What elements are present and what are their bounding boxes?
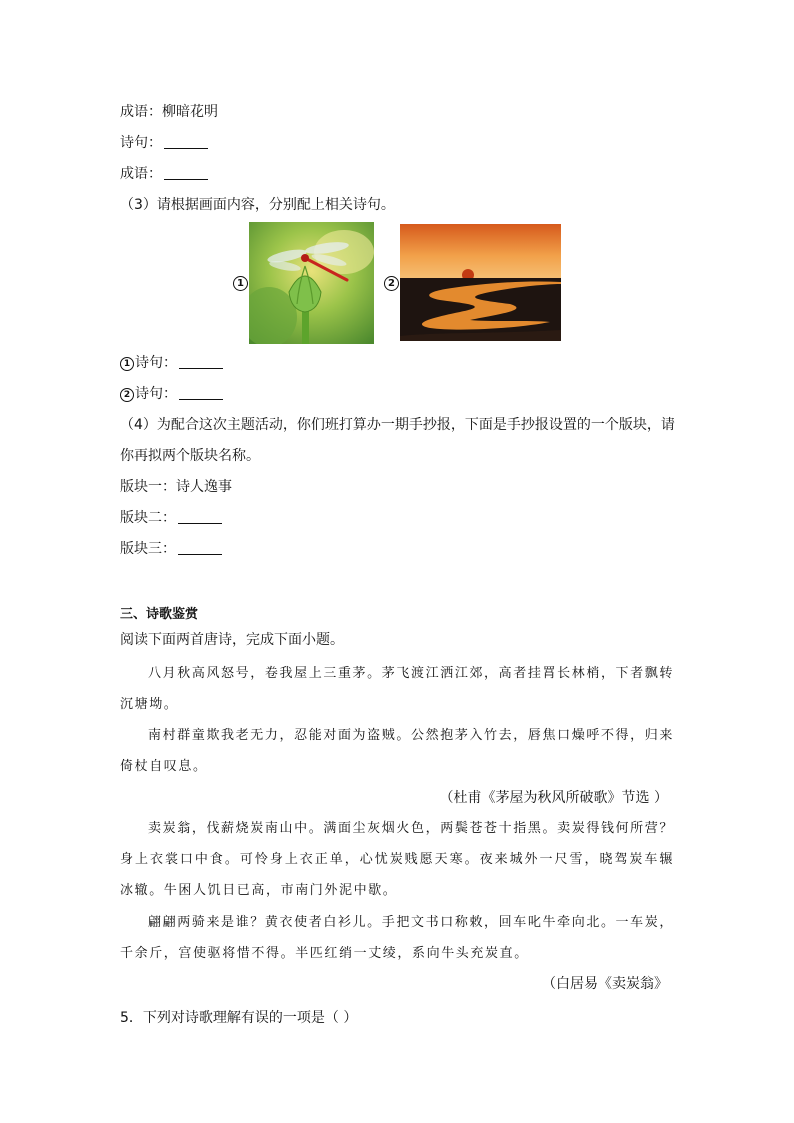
poem-1-source: （杜甫《茅屋为秋风所破歌》节选 ）	[439, 790, 668, 806]
idiom-line-2	[120, 164, 208, 184]
answer-blank[interactable]	[178, 509, 222, 524]
answer-2-label: 诗句：	[135, 386, 177, 402]
circled-number-2: 2	[120, 388, 134, 402]
picture-marker-2: 2	[384, 276, 399, 291]
river-sunset-image	[400, 224, 561, 341]
answer-blank[interactable]	[179, 385, 223, 400]
q3-instruction: （3）请根据画面内容，分别配上相关诗句。	[120, 197, 395, 213]
poem-2-paragraph-1: 卖炭翁，伐薪烧炭南山中。满面尘灰烟火色，两鬓苍苍十指黑。卖炭得钱何所营？身上衣裳口中食。可怜身上衣正单，心忧炭贱愿天寒。夜来城外一尺雪，晓驾炭车辗冰辙。牛困人饥日已高，市南门外泥中歇。	[120, 821, 674, 898]
poem-1-paragraph-1: 八月秋高风怒号，卷我屋上三重茅。茅飞渡江洒江郊，高者挂罥长林梢，下者飘转沉塘坳。	[120, 666, 674, 712]
idiom-value: 柳暗花明	[162, 104, 218, 120]
poem-2-source: （白居易《卖炭翁》	[542, 976, 668, 992]
poem-2-paragraph-2: 翩翩两骑来是谁？黄衣使者白衫儿。手把文书口称敕，回车叱牛牵向北。一车炭，千余斤，宫使驱将惜不得。半匹红绡一丈绫，系向牛头充炭直。	[120, 915, 674, 961]
q4-instruction-line2: 你再拟两个版块名称。	[120, 448, 260, 464]
block-3-label: 版块三：	[120, 541, 176, 557]
block-1-label: 版块一：	[120, 479, 176, 495]
q3-answer-2	[120, 384, 223, 404]
dragonfly-lotus-illustration	[249, 222, 374, 344]
idiom-line-1	[120, 102, 218, 122]
answer-blank[interactable]	[164, 134, 208, 149]
q3-answer-1	[120, 353, 223, 373]
question-5: 5．下列对诗歌理解有误的一项是（ ）	[120, 1010, 358, 1026]
answer-blank[interactable]	[179, 354, 223, 369]
answer-blank[interactable]	[164, 165, 208, 180]
section-heading: 三、诗歌鉴赏	[120, 607, 199, 622]
idiom-label-2: 成语：	[120, 166, 162, 182]
block-3-line	[120, 539, 222, 559]
poem-line-answer	[120, 133, 208, 153]
poem-line-label: 诗句：	[120, 135, 162, 151]
section-instruction: 阅读下面两首唐诗，完成下面小题。	[120, 632, 344, 648]
circled-number-1: 1	[120, 357, 134, 371]
block-2-label: 版块二：	[120, 510, 176, 526]
dragonfly-lotus-image	[249, 222, 374, 344]
block-1-value: 诗人逸事	[176, 479, 232, 495]
block-2-line	[120, 508, 222, 528]
answer-1-label: 诗句：	[135, 355, 177, 371]
poem-1-paragraph-2: 南村群童欺我老无力，忍能对面为盗贼。公然抱茅入竹去，唇焦口燥呼不得，归来倚杖自叹息。	[120, 728, 674, 774]
answer-blank[interactable]	[178, 540, 222, 555]
block-1-line	[120, 477, 232, 497]
q4-instruction-line1: （4）为配合这次主题活动，你们班打算办一期手抄报，下面是手抄报设置的一个版块，请	[120, 417, 675, 433]
idiom-label: 成语：	[120, 104, 162, 120]
river-sunset-illustration	[400, 224, 561, 341]
picture-marker-1: 1	[233, 276, 248, 291]
